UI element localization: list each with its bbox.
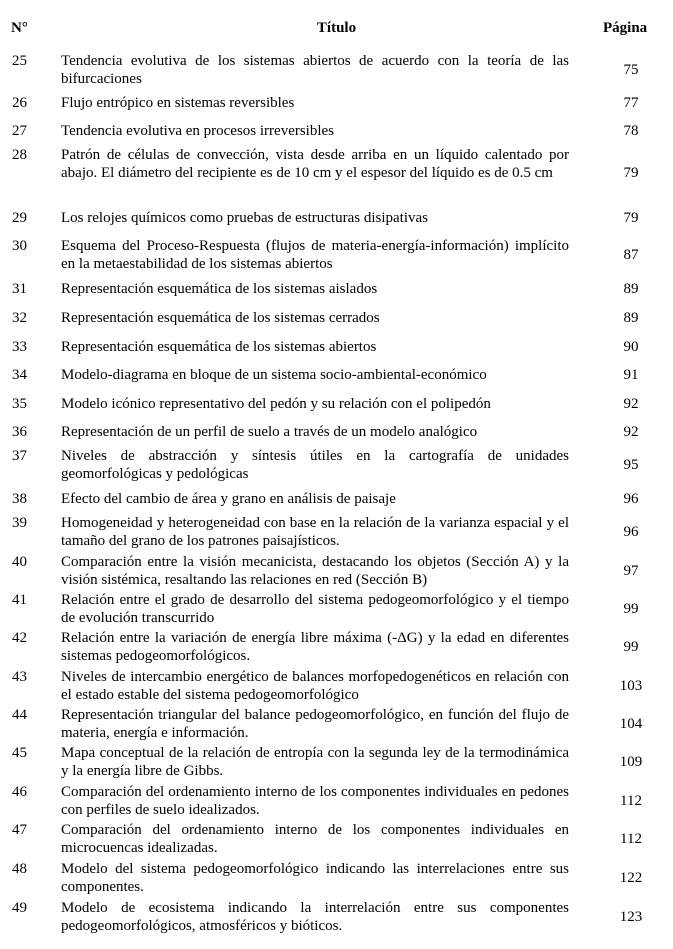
row-title: Relación entre la variación de energía libre máxima (-ΔG) y la edad en diferentes sistemas pedogeomorfológicos. <box>61 630 569 664</box>
row-number: 48 <box>12 861 27 877</box>
row-title: Representación de un perfil de suelo a través de un modelo analógico <box>61 424 478 440</box>
row-page: 97 <box>623 563 639 579</box>
row-page: 92 <box>623 396 639 412</box>
row-title: Modelo del sistema pedogeomorfológico indicando las interrelaciones entre sus componentes. <box>61 861 569 895</box>
row-page: 90 <box>623 339 639 355</box>
row-number: 35 <box>12 396 27 412</box>
row-title: Efecto del cambio de área y grano en análisis de paisaje <box>61 491 396 507</box>
row-title: Representación esquemática de los sistemas cerrados <box>61 310 380 326</box>
header-title: Título <box>316 20 357 36</box>
row-page: 92 <box>623 424 639 440</box>
row-page: 87 <box>623 247 639 263</box>
row-page: 96 <box>623 524 639 540</box>
row-title: Representación triangular del balance pedogeomorfológico, en función del flujo de materia, energía e información. <box>61 707 569 741</box>
row-number: 49 <box>12 900 27 916</box>
row-page: 78 <box>623 123 639 139</box>
header-page: Página <box>603 20 648 36</box>
row-number: 36 <box>12 424 27 440</box>
row-title: Modelo de ecosistema indicando la interrelación entre sus componentes pedogeomorfológicos, atmosféricos y bióticos. <box>61 900 569 934</box>
row-number: 46 <box>12 784 27 800</box>
row-number: 27 <box>12 123 27 139</box>
row-page: 112 <box>620 831 642 847</box>
row-title: Relación entre el grado de desarrollo del sistema pedogeomorfológico y el tiempo de evolución transcurrido <box>61 592 569 626</box>
row-number: 31 <box>12 281 27 297</box>
row-page: 79 <box>623 165 639 181</box>
row-title: Niveles de abstracción y síntesis útiles en la cartografía de unidades geomorfológicas y pedológicas <box>61 448 569 482</box>
row-title: Modelo-diagrama en bloque de un sistema socio-ambiental-económico <box>61 367 487 383</box>
row-number: 25 <box>12 53 27 69</box>
row-page: 112 <box>620 793 642 809</box>
row-number: 29 <box>12 210 27 226</box>
row-number: 38 <box>12 491 27 507</box>
row-page: 99 <box>623 639 639 655</box>
row-title: Homogeneidad y heterogeneidad con base en la relación de la varianza espacial y el tamaño del grano de los patrones paisajísticos. <box>61 515 569 549</box>
row-page: 96 <box>623 491 639 507</box>
row-page: 103 <box>619 678 643 694</box>
row-page: 79 <box>623 210 639 226</box>
row-number: 45 <box>12 745 27 761</box>
row-title: Representación esquemática de los sistemas abiertos <box>61 339 377 355</box>
row-page: 109 <box>619 754 643 770</box>
row-title: Tendencia evolutiva en procesos irreversibles <box>61 123 335 139</box>
row-number: 40 <box>12 554 27 570</box>
row-number: 42 <box>12 630 27 646</box>
row-number: 30 <box>12 238 27 254</box>
row-number: 26 <box>12 95 27 111</box>
row-page: 77 <box>623 95 639 111</box>
row-title: Representación esquemática de los sistemas aislados <box>61 281 378 297</box>
row-page: 104 <box>619 716 643 732</box>
row-page: 75 <box>623 62 639 78</box>
row-page: 122 <box>619 870 643 886</box>
row-title: Modelo icónico representativo del pedón y su relación con el polipedón <box>61 396 491 412</box>
row-number: 33 <box>12 339 27 355</box>
row-title: Comparación del ordenamiento interno de los componentes individuales en pedones con perfiles de suelo idealizados. <box>61 784 569 818</box>
row-title: Comparación del ordenamiento interno de los componentes individuales en microcuencas idealizadas. <box>61 822 569 856</box>
row-page: 123 <box>619 909 643 925</box>
row-page: 95 <box>623 457 639 473</box>
row-page: 99 <box>623 601 639 617</box>
row-page: 89 <box>623 310 639 326</box>
row-title: Tendencia evolutiva de los sistemas abiertos de acuerdo con la teoría de las bifurcaciones <box>61 53 569 87</box>
header-number: N° <box>11 20 28 36</box>
row-number: 44 <box>12 707 27 723</box>
row-title: Esquema del Proceso-Respuesta (flujos de materia-energía-información) implícito en la metaestabilidad de los sistemas abiertos <box>61 238 569 272</box>
row-title: Los relojes químicos como pruebas de estructuras disipativas <box>61 210 428 226</box>
row-number: 28 <box>12 147 27 163</box>
row-number: 32 <box>12 310 27 326</box>
row-number: 34 <box>12 367 27 383</box>
row-number: 41 <box>12 592 27 608</box>
row-title: Niveles de intercambio energético de balances morfopedogenéticos en relación con el estado estable del sistema pedogeomorfológico <box>61 669 569 703</box>
row-number: 37 <box>12 448 27 464</box>
row-title: Flujo entrópico en sistemas reversibles <box>61 95 295 111</box>
row-number: 39 <box>12 515 27 531</box>
row-title: Mapa conceptual de la relación de entropía con la segunda ley de la termodinámica y la energía libre de Gibbs. <box>61 745 569 779</box>
row-title: Patrón de células de convección, vista desde arriba en un líquido calentado por abajo. El diámetro del recipiente es de 10 cm y el espesor del líquido es de 0.5 cm <box>61 147 569 181</box>
row-page: 89 <box>623 281 639 297</box>
row-title: Comparación entre la visión mecanicista, destacando los objetos (Sección A) y la visión sistémica, resaltando las relaciones en red (Sección B) <box>61 554 569 588</box>
row-number: 47 <box>12 822 27 838</box>
row-number: 43 <box>12 669 27 685</box>
row-page: 91 <box>623 367 639 383</box>
